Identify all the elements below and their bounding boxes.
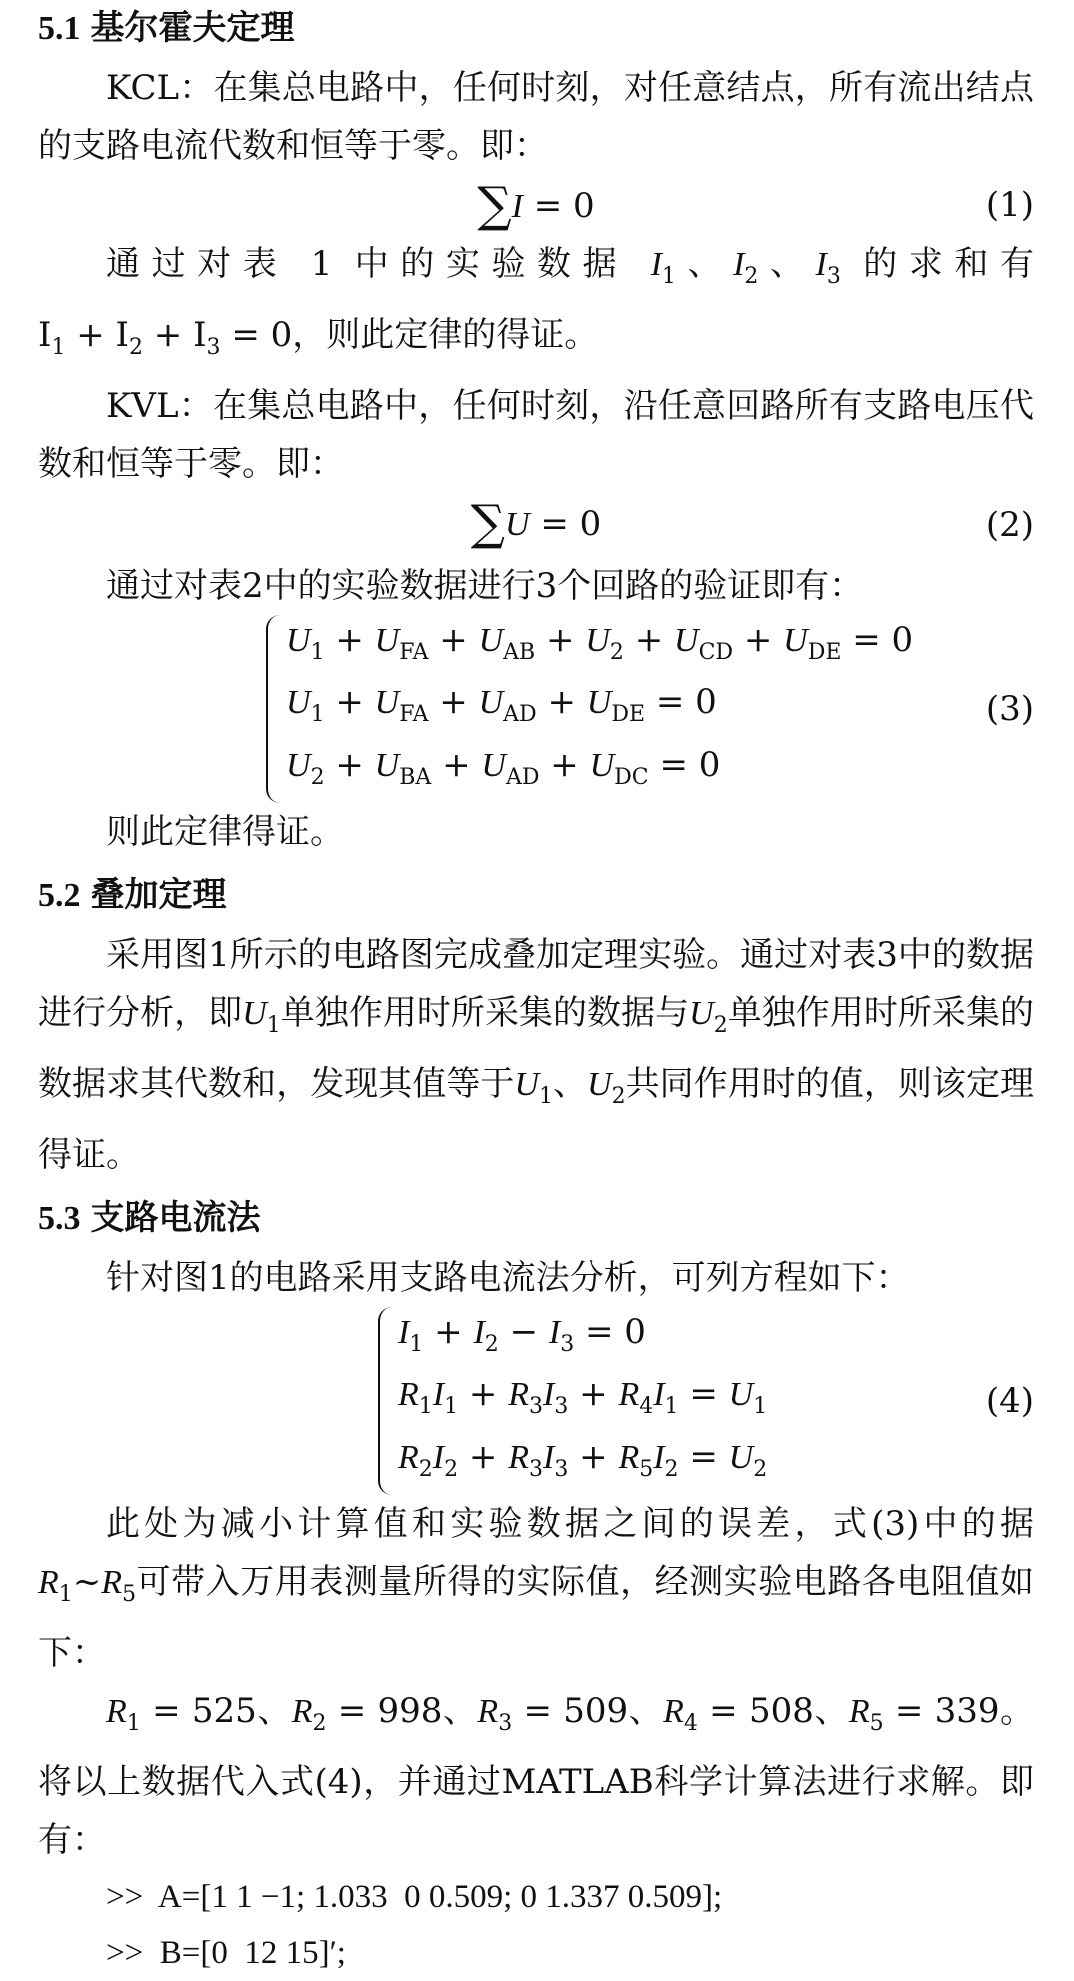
equation-number: (2) — [985, 504, 1034, 545]
equation-line: $R_1I_1 + R_3I_3 + R_4I_1 = U_1$ — [398, 1374, 768, 1420]
equation-line: $U_1 + U_{FA} + U_{AB} + U_2 + U_{CD} + U_{DE} = 0$ — [286, 619, 914, 665]
section-title: 基尔霍夫定理 — [90, 8, 295, 48]
matlab-code-line: >> A=[1 1 −1; 1.033 0 0.509; 0 1.337 0.509]; — [106, 1878, 723, 1915]
section-title: 支路电流法 — [90, 1197, 261, 1238]
equation-line: $U_2 + U_{BA} + U_{AD} + U_{DC} = 0$ — [286, 745, 721, 790]
resistance-values-paragraph: $R_1 = 525$、$R_2 = 998$、$R_3 = 509$、$R_4 = 508$、$R_5 = 339$。将以上数据代入式(4)，并通过MATLAB科学计算法进行求解。即有： — [38, 1690, 1035, 1860]
equation-line: $I_1 + I_2 - I_3 = 0$ — [398, 1311, 646, 1357]
equation-number: (3) — [985, 688, 1034, 729]
paper-page — [0, 8, 1074, 1971]
equation-line: $U_1 + U_{FA} + U_{AD} + U_{DE} = 0$ — [286, 682, 717, 728]
equation-line: $R_2I_2 + R_3I_3 + R_5I_2 = U_2$ — [398, 1437, 768, 1482]
kvl-paragraph: KVL：在集总电路中，任何时刻，沿任意回路所有支路电压代数和恒等于零。即： — [38, 385, 1034, 484]
equation-2 — [38, 493, 1034, 557]
section-heading-5-2: 5.2 叠加定理 — [38, 874, 227, 915]
superposition-paragraph: 采用图1所示的电路图完成叠加定理实验。通过对表3中的数据进行分析，即$U_1$单独作用时所采集的数据与$U_2$单独作用时所采集的数据求其代数和，发现其值等于$U_1$、$U_2$共同作用时的值，则该定理得证。 — [38, 934, 1034, 1175]
equation-1 — [38, 175, 1034, 235]
matlab-code-line: >> B=[0 12 15]′; — [106, 1934, 346, 1971]
section-title: 叠加定理 — [90, 874, 227, 915]
kvl-formula: ∑U = 0 — [470, 494, 602, 551]
verify-kcl-line2: $I_1 + I_2 + I_3 = 0$，则此定律的得证。 — [38, 314, 599, 360]
kcl-paragraph: KCL：在集总电路中，任何时刻，对任意结点，所有流出结点的支路电流代数和恒等于零。即： — [38, 68, 1034, 166]
equation-system — [378, 1307, 767, 1495]
verify-kcl-paragraph: 通过对表 1 中的实验数据 $I_1$、$I_2$、$I_3$ 的求和有 — [106, 244, 1034, 289]
branch-current-intro: 针对图1的电路采用支路电流法分析，可列方程如下： — [106, 1257, 910, 1298]
section-heading-5-1: 5.1 基尔霍夫定理 — [38, 8, 295, 48]
section-heading-5-3: 5.3 支路电流法 — [38, 1197, 261, 1238]
kcl-formula: ∑I = 0 — [477, 177, 595, 233]
equation-3 — [38, 615, 1034, 803]
equation-system — [266, 615, 913, 803]
equation-number: (1) — [985, 185, 1034, 225]
error-paragraph: 此处为减小计算值和实验数据之间的误差，式(3)中的据$R_1\sim R_5$可带入万用表测量所得的实际值，经测实验电路各电阻值如下： — [38, 1503, 1034, 1673]
verify-kvl-paragraph: 通过对表2中的实验数据进行3个回路的验证即有： — [106, 565, 864, 606]
equation-number: (4) — [985, 1380, 1034, 1421]
kvl-conclusion: 则此定律得证。 — [106, 811, 344, 852]
equation-4 — [38, 1307, 1034, 1495]
